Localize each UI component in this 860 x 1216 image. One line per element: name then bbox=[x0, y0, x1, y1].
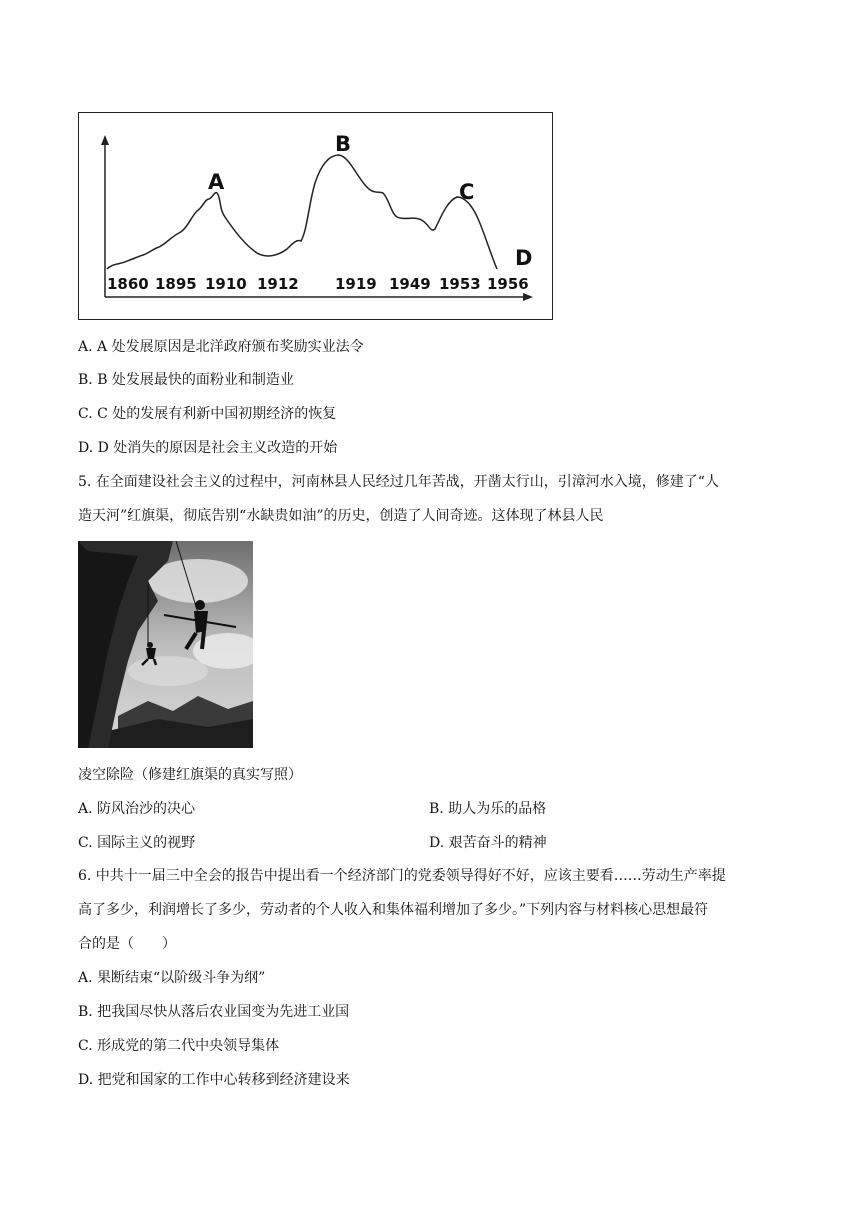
red-flag-canal-photo bbox=[78, 541, 253, 748]
q5-option-b: B. 助人为乐的品格 bbox=[429, 801, 547, 817]
development-curve bbox=[107, 155, 497, 269]
q5-option-d: D. 艰苦奋斗的精神 bbox=[429, 835, 547, 851]
y-axis-arrow bbox=[101, 135, 109, 145]
q4-option-b: B. B 处发展最快的面粉业和制造业 bbox=[78, 372, 294, 388]
q4-option-c: C. C 处的发展有利新中国初期经济的恢复 bbox=[78, 406, 337, 422]
tick-1919: 1919 bbox=[335, 275, 377, 293]
q6-option-d: D. 把党和国家的工作中心转移到经济建设来 bbox=[78, 1072, 350, 1088]
q5-stem-line2: 造天河”红旗渠，彻底告别“水缺贵如油”的历史，创造了人间奇迹。这体现了林县人民 bbox=[78, 508, 604, 524]
photo-caption: 凌空除险（修建红旗渠的真实写照） bbox=[78, 767, 302, 783]
peak-label-b: B bbox=[335, 132, 352, 156]
q5-stem-line1: 5. 在全面建设社会主义的过程中，河南林县人民经过几年苦战，开凿太行山，引漳河水入境，修建了“人 bbox=[78, 474, 719, 490]
curve-graphic bbox=[79, 113, 554, 321]
tick-1949: 1949 bbox=[389, 275, 431, 293]
q4-option-a: A. A 处发展原因是北洋政府颁布奖励实业法令 bbox=[78, 339, 364, 355]
tick-1912: 1912 bbox=[257, 275, 299, 293]
x-axis-arrow bbox=[523, 293, 533, 301]
tick-1895: 1895 bbox=[155, 275, 197, 293]
q6-option-a: A. 果断结束“以阶级斗争为纲” bbox=[78, 970, 266, 986]
peak-label-c: C bbox=[459, 180, 475, 204]
q4-option-d: D. D 处消失的原因是社会主义改造的开始 bbox=[78, 440, 338, 456]
q5-option-c: C. 国际主义的视野 bbox=[78, 835, 196, 851]
tick-1953: 1953 bbox=[439, 275, 481, 293]
q6-stem-line3: 合的是（ ） bbox=[78, 936, 176, 952]
q6-option-b: B. 把我国尽快从落后农业国变为先进工业国 bbox=[78, 1004, 350, 1020]
development-curve-figure bbox=[78, 112, 553, 320]
q6-stem-line1: 6. 中共十一届三中全会的报告中提出看一个经济部门的党委领导得好不好，应该主要看……劳动生产率提 bbox=[78, 868, 726, 884]
q5-option-a: A. 防风治沙的决心 bbox=[78, 801, 196, 817]
q6-option-c: C. 形成党的第二代中央领导集体 bbox=[78, 1038, 280, 1054]
tick-1910: 1910 bbox=[205, 275, 247, 293]
tick-1956: 1956 bbox=[487, 275, 529, 293]
tick-1860: 1860 bbox=[107, 275, 149, 293]
peak-label-d: D bbox=[515, 246, 533, 270]
q6-stem-line2: 高了多少，利润增长了多少，劳动者的个人收入和集体福利增加了多少。”下列内容与材料核心思想最符 bbox=[78, 902, 709, 918]
peak-label-a: A bbox=[208, 170, 225, 194]
